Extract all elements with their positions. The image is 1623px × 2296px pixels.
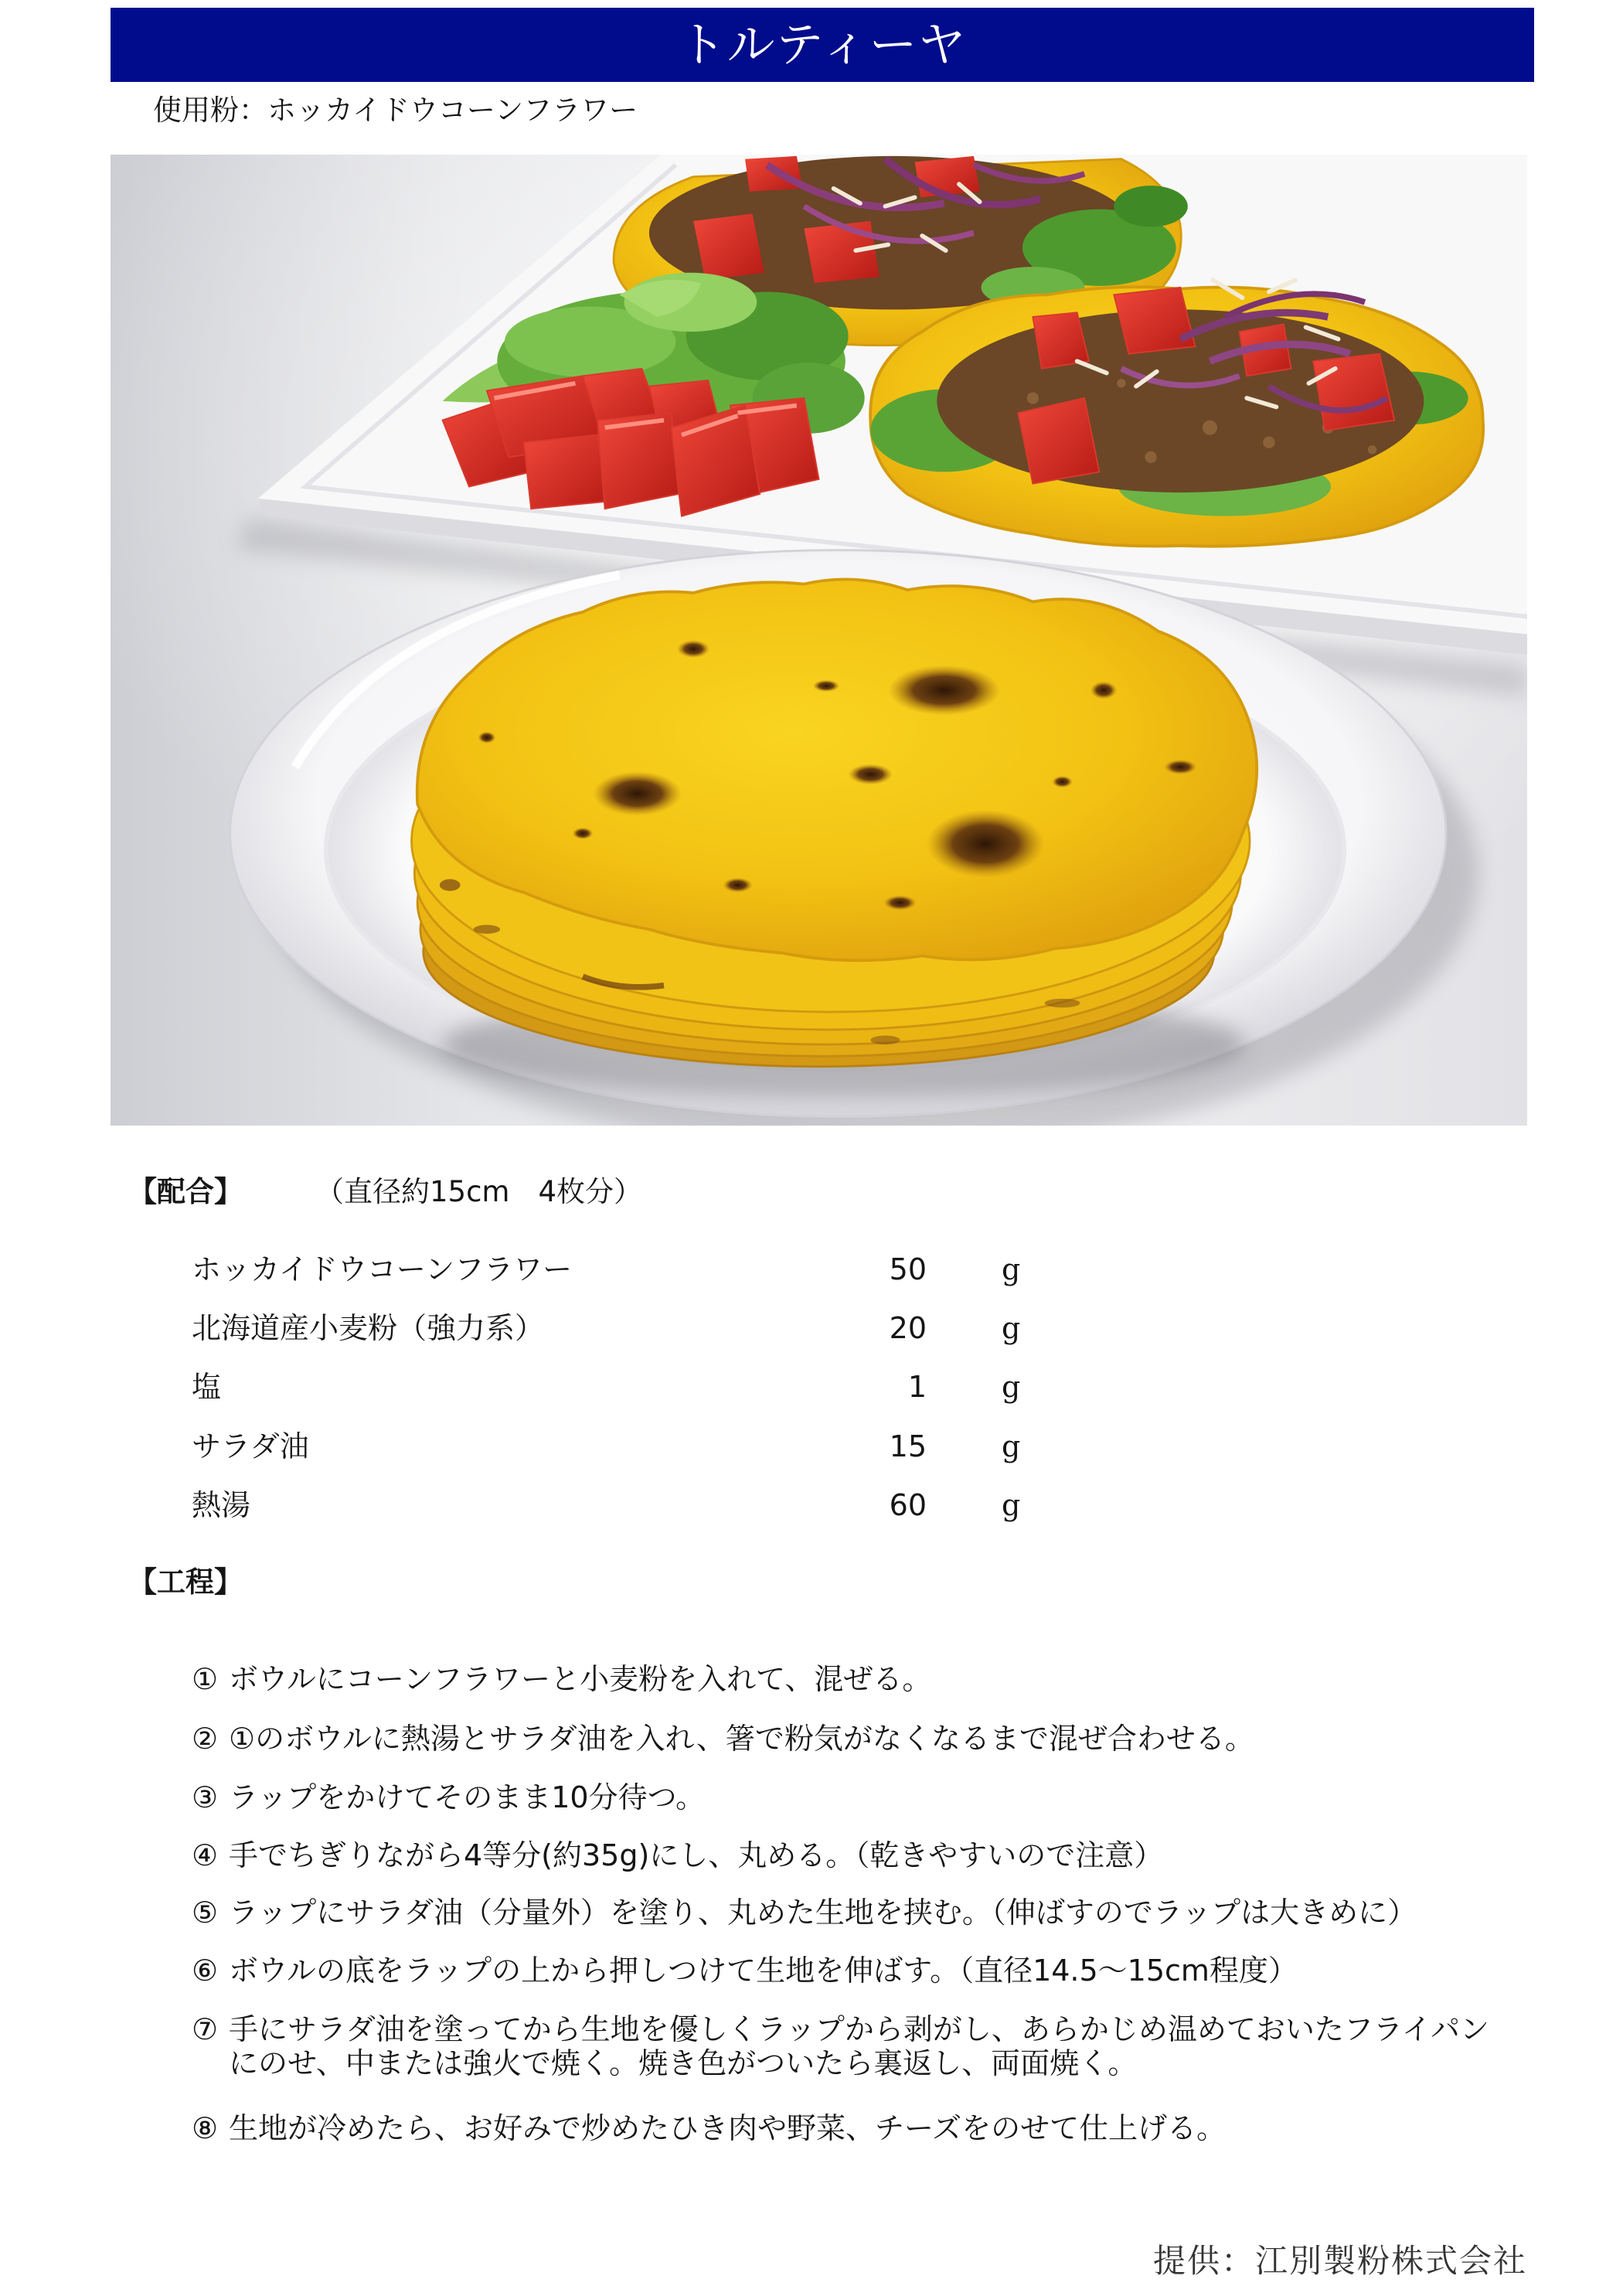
ingredient-name: 北海道産小麦粉（強力系） [192,1311,545,1345]
char-spot [677,640,709,658]
char-spot [1091,681,1117,699]
taco-front [870,280,1483,546]
ingredient-name: ホッカイドウコーンフラワー [192,1252,573,1286]
edge-char-mark [1045,999,1080,1007]
ingredient-row [192,1429,1042,1463]
char-spot [813,680,839,692]
process-step [192,1722,1583,1756]
step-text: 手でちぎりながら4等分(約35g)にし、丸める。（乾きやすいので注意） [229,1838,1164,1872]
ingredient-row [192,1370,1042,1404]
ingredient-amount: 50 [889,1252,927,1286]
meat-crumb [1263,437,1274,448]
title-bar [111,8,1534,82]
char-spot [478,731,495,743]
step-number: ① [192,1662,219,1696]
ingredient-unit: g [1002,1311,1021,1345]
ingredient-name: 熱湯 [192,1488,251,1522]
recipe-heading: 【配合】 [128,1175,243,1208]
step-number: ④ [192,1838,219,1872]
process-step [192,1896,1583,1930]
tomato-chunk [693,213,764,280]
char-spot [884,895,917,910]
process-step [192,1780,1583,1814]
recipe-title: トルティーヤ [678,16,967,73]
process-step [192,1954,1583,1988]
char-spot [849,764,893,785]
edge-char-mark [870,1036,900,1044]
tortilla-stack [412,579,1257,1097]
edge-char-mark [474,925,500,933]
ingredient-name: 塩 [192,1370,222,1404]
lettuce-leaf [1114,186,1187,227]
ingredient-amount: 60 [889,1488,927,1522]
ingredient-name: サラダ油 [192,1429,309,1463]
step-text: ラップにサラダ油（分量外）を塗り、丸めた生地を挟む。（伸ばすのでラップは大きめに） [229,1896,1417,1930]
meat-crumb [1027,392,1039,404]
ingredient-unit: g [1002,1429,1021,1463]
ingredient-unit: g [1002,1370,1021,1404]
meat-crumb [1368,445,1376,454]
edge-char-mark [440,879,461,891]
meat-crumb [1117,379,1125,387]
tomato-chunk [804,221,879,283]
process-step [192,2111,1583,2145]
step-text: ①のボウルに熱湯とサラダ油を入れ、箸で粉気がなくなるまで混ぜ合わせる。 [229,1722,1254,1756]
ingredient-amount: 20 [889,1311,927,1345]
tomato-chunk [524,435,608,509]
process-heading: 【工程】 [128,1565,243,1599]
meat-crumb [1203,421,1217,435]
tomato-chunk [1313,354,1394,431]
tomato-chunk [1018,398,1099,484]
char-spot [573,827,594,839]
step-number: ⑤ [192,1896,219,1930]
char-spot [1052,776,1073,788]
step-text: ボウルの底をラップの上から押しつけて生地を伸ばす。（直径14.5～15cm程度） [229,1954,1298,1988]
step-number: ⑧ [192,2111,219,2145]
process-step [192,2012,1583,2080]
process-step [192,1662,1583,1696]
tortilla-photo-illustration [111,155,1527,1126]
credit-line: 提供：江別製粉株式会社 [1152,2242,1527,2280]
ingredient-unit: g [1002,1488,1021,1522]
char-spot [888,665,1000,715]
char-spot [1164,760,1196,775]
tomato-chunk [1114,288,1195,354]
step-text-continued: にのせ、中または強火で焼く。焼き色がついたら裏返し、両面焼く。 [229,2046,1138,2080]
ingredient-row [192,1311,1042,1345]
char-spot [927,810,1045,878]
step-text: ボウルにコーンフラワーと小麦粉を入れて、混ぜる。 [229,1662,932,1696]
tortilla-photo [111,155,1527,1126]
flour-used: 使用粉：ホッカイドウコーンフラワー [153,94,638,127]
meat-crumb [1145,451,1156,463]
step-number: ③ [192,1780,219,1814]
tomato-chunk [745,156,802,192]
ingredient-unit: g [1002,1252,1021,1286]
ingredient-amount: 15 [889,1429,927,1463]
char-spot [723,877,752,892]
ingredient-amount: 1 [907,1370,927,1404]
step-text: ラップをかけてそのまま10分待つ。 [229,1780,706,1814]
yield-note: （直径約15cm 4枚分） [315,1175,643,1208]
process-step [192,1838,1583,1872]
step-number: ⑥ [192,1954,219,1988]
ingredient-row [192,1252,1042,1286]
ingredient-row [192,1488,1042,1522]
step-text: 手にサラダ油を塗ってから生地を優しくラップから剥がし、あらかじめ温めておいたフライパン [229,2012,1489,2046]
step-number: ② [192,1722,219,1756]
step-number: ⑦ [192,2012,219,2046]
char-spot [593,772,682,816]
step-text: 生地が冷めたら、お好みで炒めたひき肉や野菜、チーズをのせて仕上げる。 [229,2111,1227,2145]
